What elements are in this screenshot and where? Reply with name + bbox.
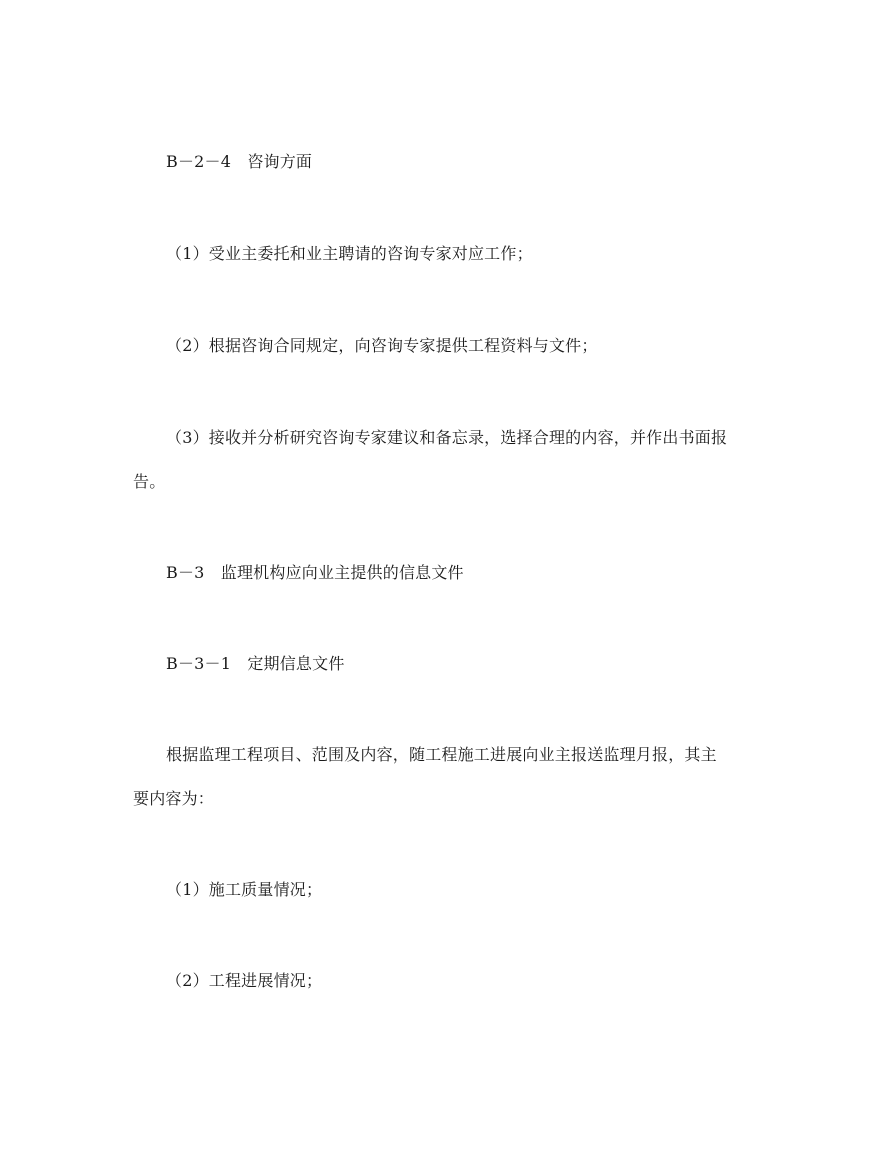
- list-item-report-1: （1）施工质量情况；: [166, 880, 323, 899]
- list-item-consult-3-line1: （3）接收并分析研究咨询专家建议和备忘录，选择合理的内容，并作出书面报: [166, 428, 728, 447]
- section-heading-b-3-1: B－3－1 定期信息文件: [166, 654, 345, 673]
- list-item-consult-2: （2）根据咨询合同规定，向咨询专家提供工程资料与文件；: [166, 336, 598, 355]
- list-item-consult-1: （1）受业主委托和业主聘请的咨询专家对应工作；: [166, 244, 533, 263]
- list-item-report-2: （2）工程进展情况；: [166, 971, 323, 990]
- section-heading-b-2-4: B－2－4 咨询方面: [166, 152, 313, 171]
- list-item-consult-3-line2: 告。: [133, 472, 166, 491]
- paragraph-b-3-1-line2: 要内容为：: [133, 789, 215, 808]
- section-heading-b-3: B－3 监理机构应向业主提供的信息文件: [166, 563, 464, 582]
- paragraph-b-3-1-line1: 根据监理工程项目、范围及内容，随工程施工进展向业主报送监理月报，其主: [166, 745, 717, 764]
